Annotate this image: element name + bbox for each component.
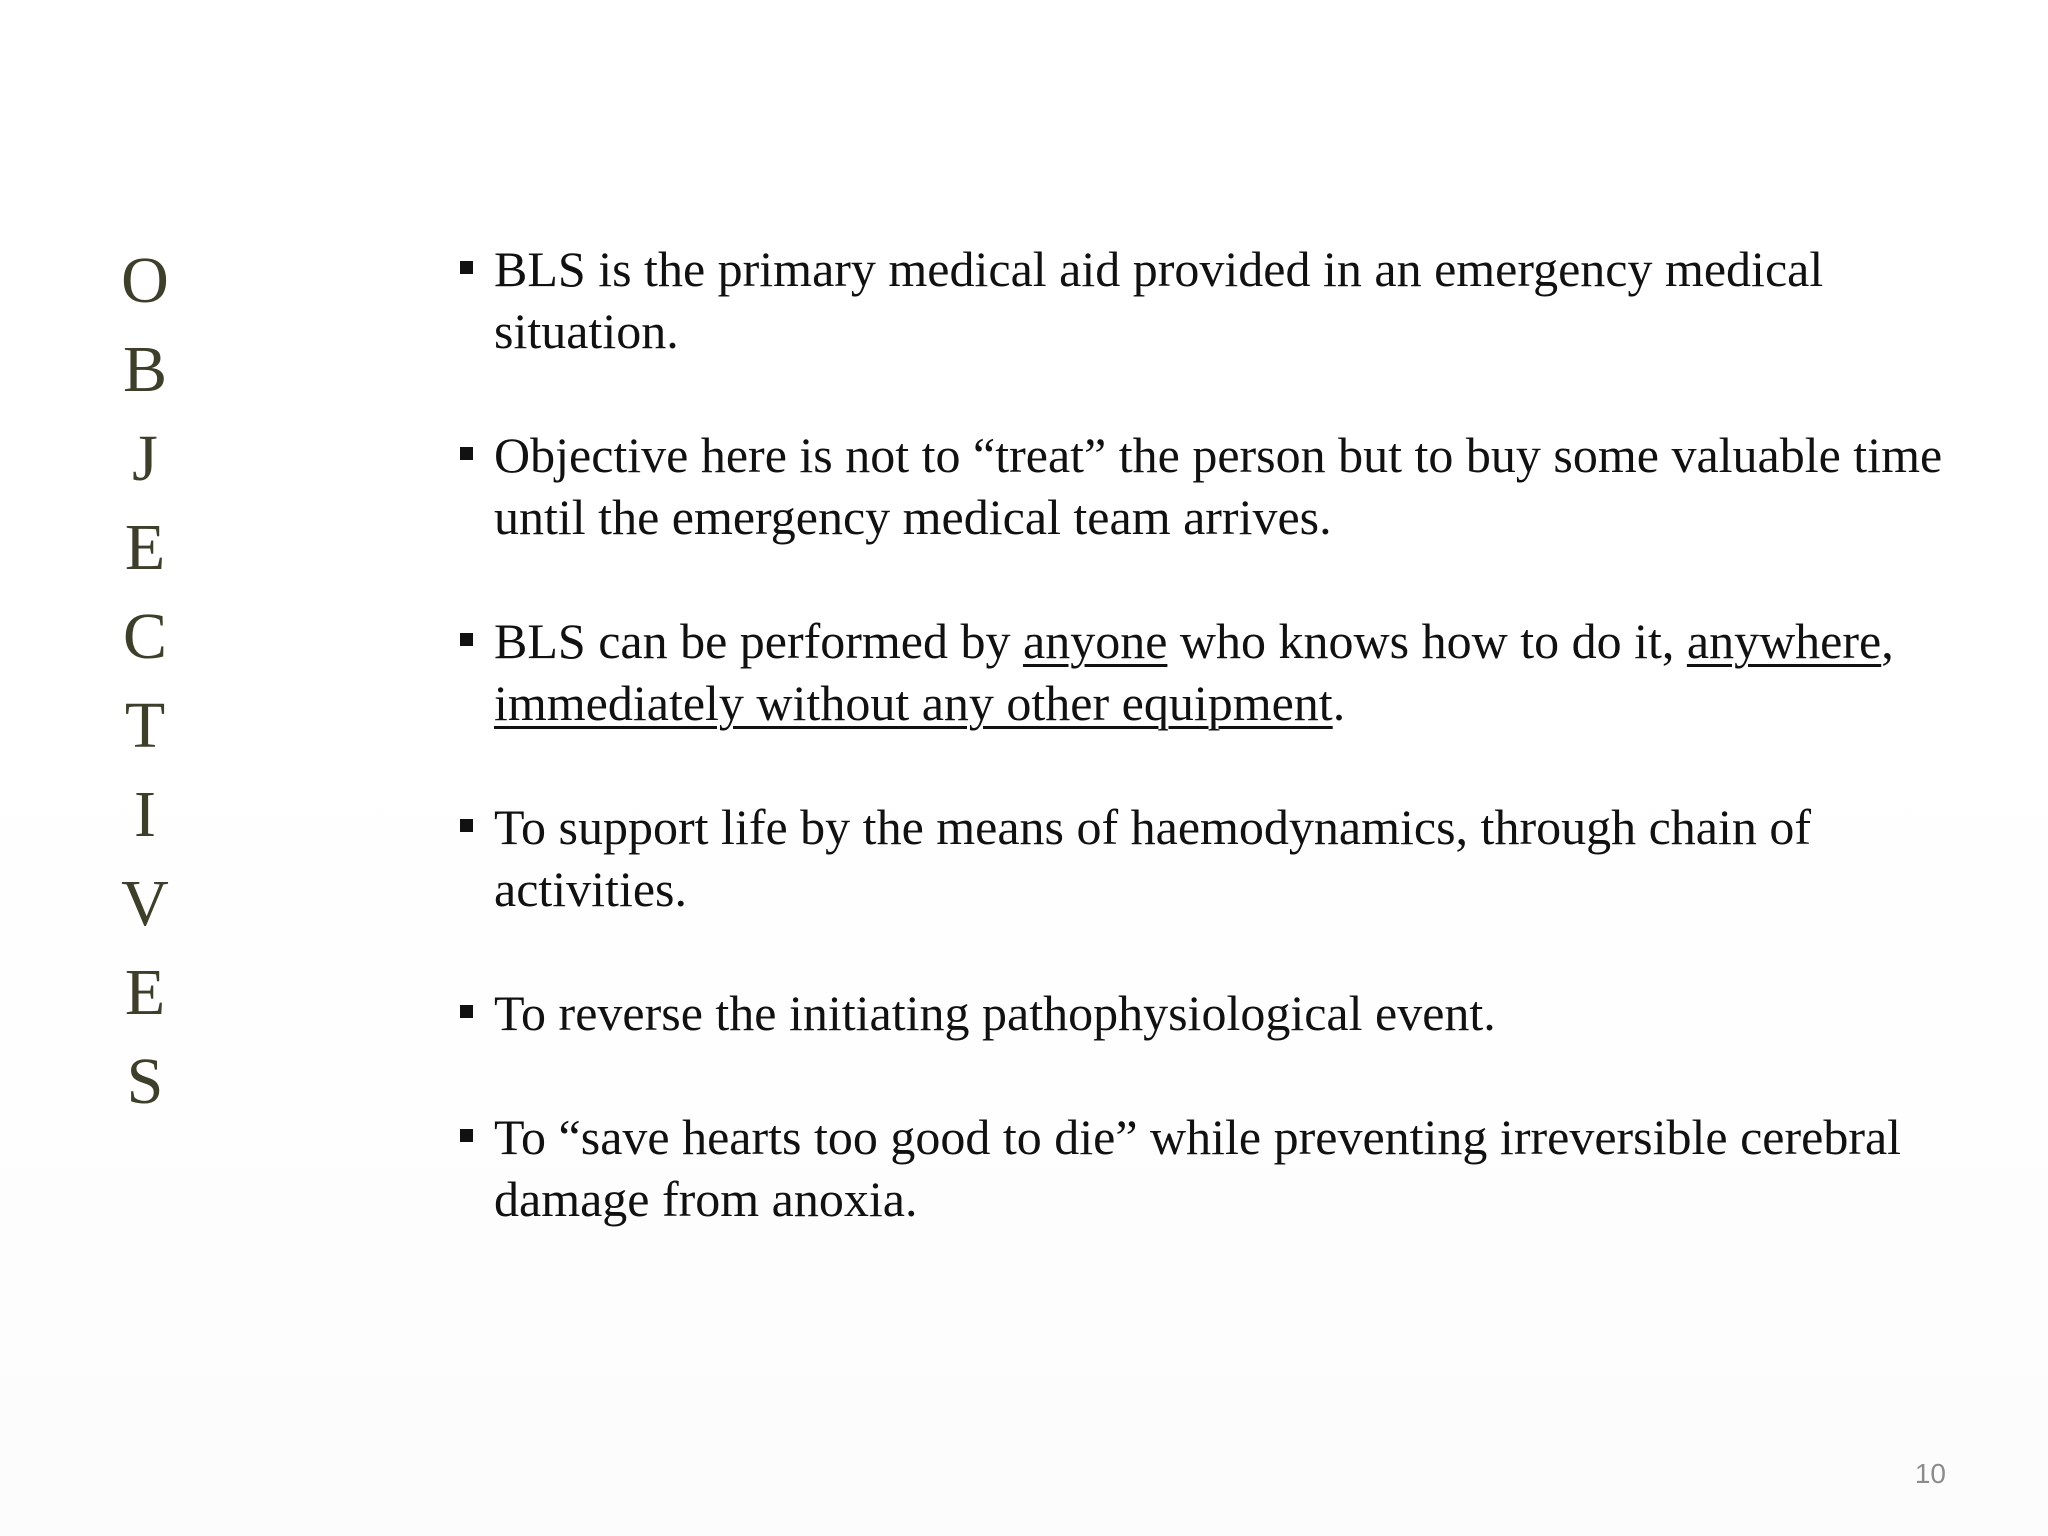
title-letter: J bbox=[132, 422, 158, 495]
underlined-immediately: immediately without any other equipment bbox=[494, 675, 1333, 731]
vertical-objectives-title bbox=[100, 236, 190, 1126]
square-bullet-icon bbox=[460, 447, 473, 460]
bullet-item bbox=[458, 1106, 1978, 1230]
page-number: 10 bbox=[1914, 1458, 1946, 1489]
bullet-text: To “save hearts too good to die” while preventing irreversible cerebral damage from anoxia. bbox=[494, 1109, 1902, 1227]
title-letter: O bbox=[121, 244, 169, 317]
bullet-item bbox=[458, 982, 1978, 1044]
bullet-item bbox=[458, 238, 1978, 362]
bullet-text-segment: who knows how to do it, bbox=[1167, 613, 1687, 669]
underlined-anyone: anyone bbox=[1023, 613, 1168, 669]
title-letter: I bbox=[134, 778, 156, 851]
bullet-text-segment: . bbox=[1332, 675, 1346, 731]
square-bullet-icon bbox=[460, 819, 473, 832]
square-bullet-icon bbox=[460, 1005, 473, 1018]
bullet-text: BLS is the primary medical aid provided in an emergency medical situation. bbox=[494, 241, 1824, 359]
bullet-text-segment: , bbox=[1881, 613, 1894, 669]
title-letter: B bbox=[122, 333, 168, 406]
title-letter: T bbox=[124, 689, 166, 762]
title-letter: S bbox=[126, 1045, 164, 1118]
square-bullet-icon bbox=[460, 261, 473, 274]
bullet-text-segment: BLS can be performed by bbox=[494, 613, 1024, 669]
bullet-item bbox=[458, 796, 1978, 920]
title-letter: C bbox=[122, 600, 168, 673]
bullet-text: To reverse the initiating pathophysiological event. bbox=[494, 985, 1496, 1041]
title-letter: E bbox=[124, 511, 166, 584]
square-bullet-icon bbox=[460, 1129, 473, 1142]
title-letter: E bbox=[124, 956, 166, 1029]
title-letter: V bbox=[121, 867, 169, 940]
objectives-bullet-list bbox=[458, 238, 1978, 1292]
bullet-item bbox=[458, 424, 1978, 548]
bullet-text: Objective here is not to “treat” the person but to buy some valuable time until the emergency medical team arrives. bbox=[494, 427, 1943, 545]
square-bullet-icon bbox=[460, 633, 473, 646]
bullet-item bbox=[458, 610, 1978, 734]
bullet-text: To support life by the means of haemodynamics, through chain of activities. bbox=[494, 799, 1812, 917]
underlined-anywhere: anywhere bbox=[1686, 613, 1882, 669]
